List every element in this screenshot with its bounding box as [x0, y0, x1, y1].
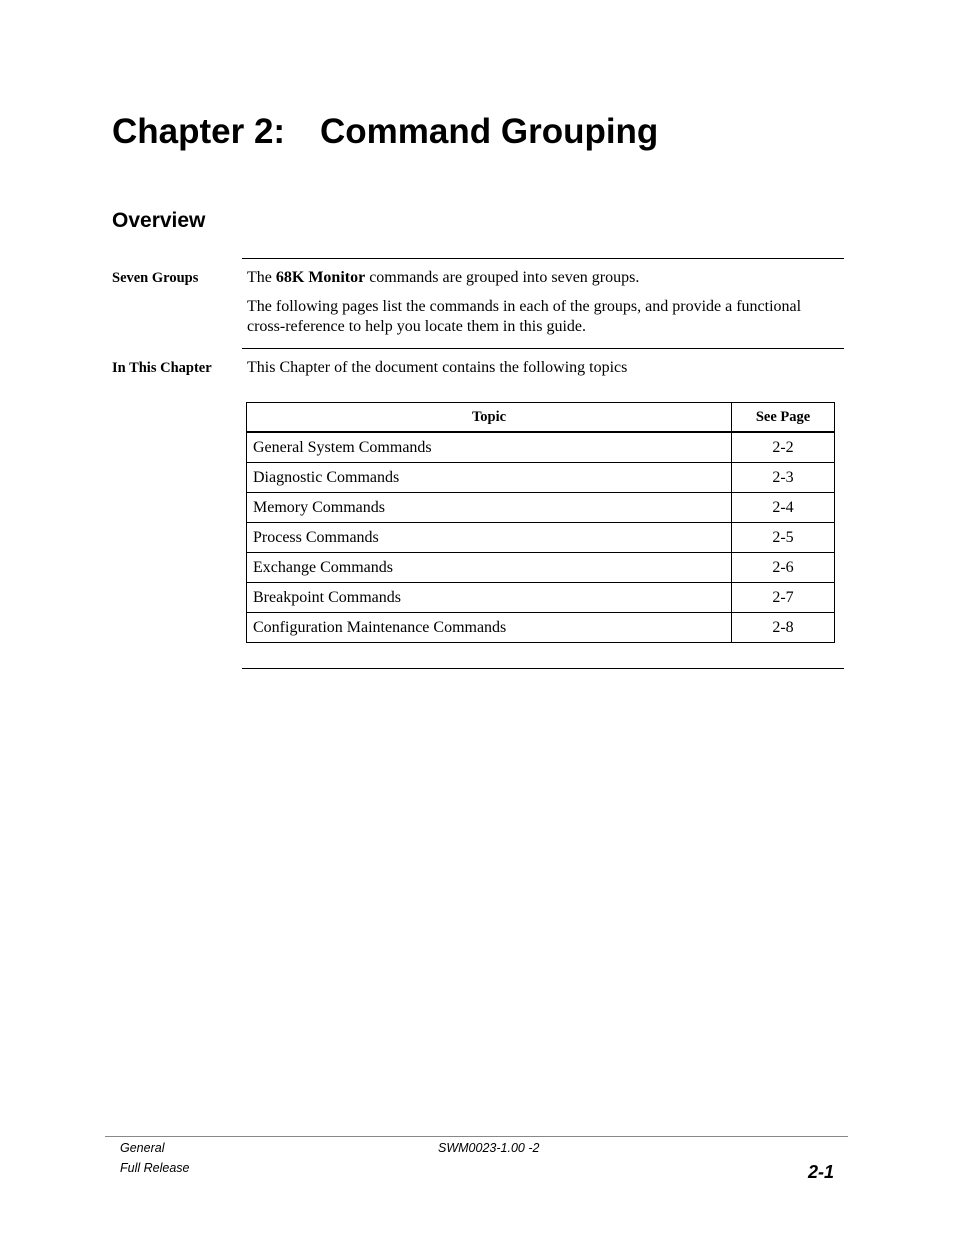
page-cell: 2-2 [732, 432, 835, 463]
page-cell: 2-4 [732, 493, 835, 523]
page-cell: 2-7 [732, 583, 835, 613]
seven-groups-label: Seven Groups [112, 270, 199, 286]
table-row [247, 432, 835, 463]
topic-cell: Diagnostic Commands [247, 463, 732, 493]
intro-text-pre: The [247, 269, 276, 286]
table-row [247, 523, 835, 553]
in-this-chapter-intro: This Chapter of the document contains the following topics [247, 359, 628, 376]
seven-groups-paragraph: The following pages list the commands in each of the groups, and provide a functional cross-reference to help you locate them in this guide. [247, 298, 802, 335]
footer-page-number: 2-1 [807, 1162, 834, 1182]
section-title: Overview [112, 209, 206, 232]
topic-cell: Memory Commands [247, 493, 732, 523]
topic-cell: Configuration Maintenance Commands [247, 613, 732, 643]
section-top-rule [242, 258, 844, 259]
page-cell: 2-6 [732, 553, 835, 583]
topic-cell: General System Commands [247, 432, 732, 463]
table-row [247, 463, 835, 493]
in-this-chapter-label: In This Chapter [112, 360, 212, 376]
table-row [247, 553, 835, 583]
seven-groups-intro [247, 268, 827, 288]
chapter-title [112, 110, 658, 154]
header-see-page: See Page [732, 403, 835, 433]
table-row [247, 613, 835, 643]
product-name: 68K Monitor [275, 269, 366, 286]
topic-cell: Process Commands [247, 523, 732, 553]
footer-category: General [120, 1141, 165, 1155]
table-header-row [247, 403, 835, 433]
chapter-name: Command Grouping [320, 112, 659, 151]
table-row [247, 493, 835, 523]
page-cell: 2-5 [732, 523, 835, 553]
footer-release: Full Release [120, 1161, 190, 1175]
footer-rule [105, 1136, 848, 1137]
section-bottom-rule [242, 668, 844, 669]
topic-cell: Breakpoint Commands [247, 583, 732, 613]
page-cell: 2-3 [732, 463, 835, 493]
header-topic: Topic [247, 403, 732, 433]
page-cell: 2-8 [732, 613, 835, 643]
topics-table [246, 402, 835, 643]
table-row [247, 583, 835, 613]
topic-cell: Exchange Commands [247, 553, 732, 583]
chapter-number: Chapter 2: [112, 112, 286, 151]
block-divider-rule [242, 348, 844, 349]
footer-doc-number: SWM0023-1.00 -2 [438, 1141, 540, 1155]
intro-text-post: commands are grouped into seven groups. [365, 269, 640, 286]
